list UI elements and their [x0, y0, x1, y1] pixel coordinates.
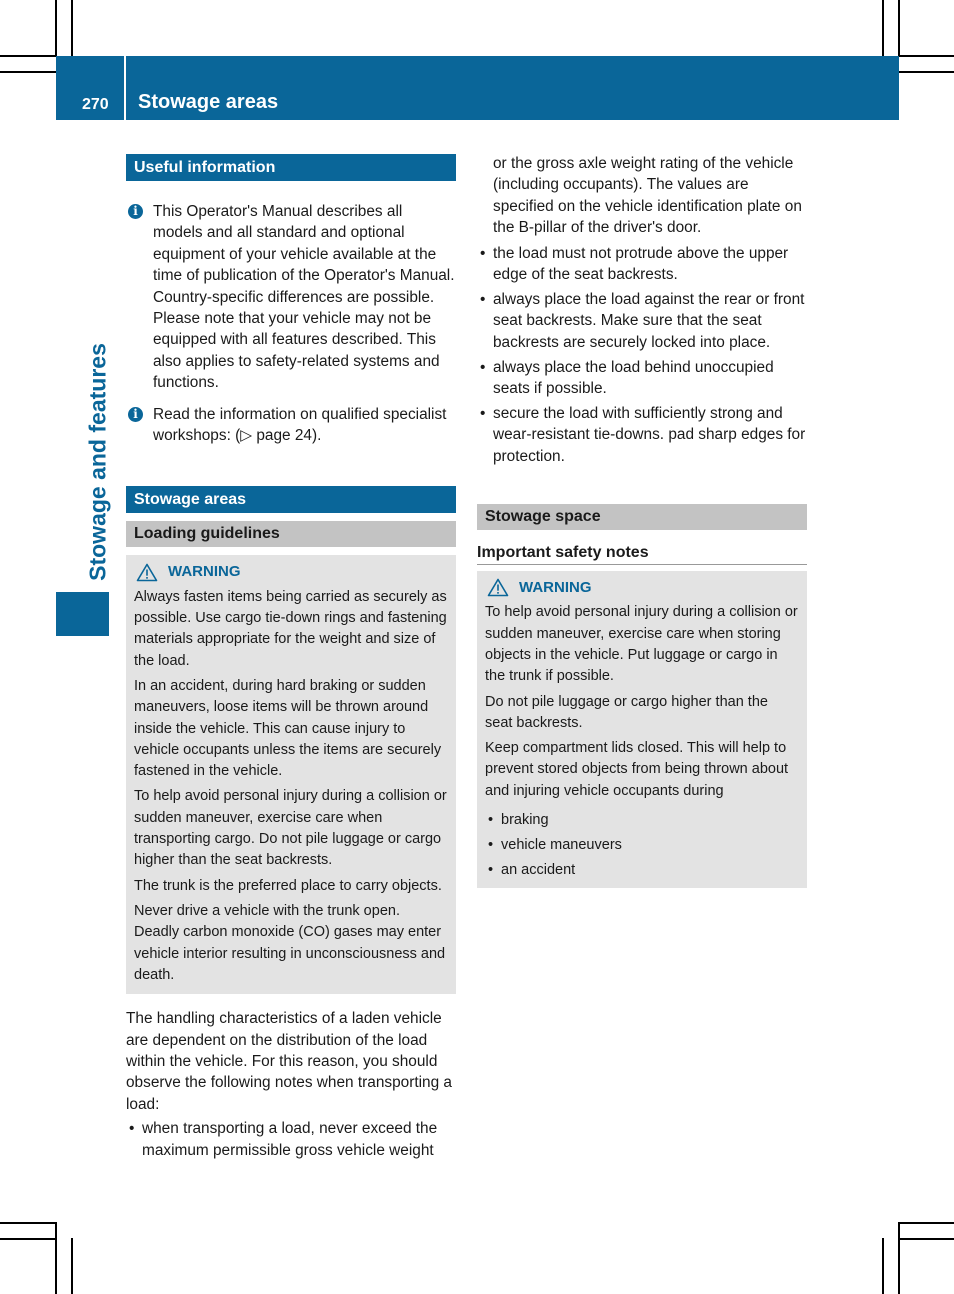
list-item: • when transporting a load, never exceed the maximum permissible gross vehicle weight — [126, 1118, 456, 1161]
warning-label: WARNING — [519, 579, 592, 597]
crop-mark — [882, 1238, 884, 1294]
warning-heading — [134, 561, 448, 582]
list-item: • the load must not protrude above the upper edge of the seat backrests. — [477, 243, 807, 286]
list-item: • secure the load with sufficiently strong and wear-resistant tie-downs. pad sharp edges for protection. — [477, 403, 807, 467]
warning-paragraph: Always fasten items being carried as securely as possible. Use cargo tie-down rings and fastening materials appropriate for the weight and size of the load. — [134, 588, 447, 669]
list-item: • braking — [485, 810, 799, 831]
list-item: • always place the load against the rear or front seat backrests. Make sure that the seat backrests are securely locked into place. — [477, 289, 807, 353]
warning-list — [485, 810, 799, 881]
list-item: • always place the load behind unoccupied seats if possible. — [477, 357, 807, 400]
crop-mark — [71, 1238, 73, 1294]
crop-mark — [55, 1222, 57, 1294]
side-tab-label: Stowage and features — [84, 343, 111, 581]
header-divider — [124, 56, 126, 120]
info-note — [126, 404, 456, 447]
warning-heading — [485, 577, 799, 598]
warning-paragraph: Never drive a vehicle with the trunk open. Deadly carbon monoxide (CO) gases may enter vehicle interior resulting in unconsciousness and death. — [134, 902, 446, 983]
useful-information-heading: Useful information — [126, 154, 456, 181]
crop-mark — [899, 55, 954, 57]
stowage-space-heading: Stowage space — [477, 504, 807, 530]
warning-box — [126, 555, 456, 994]
info-icon: i — [128, 204, 143, 219]
side-tab-marker — [56, 592, 109, 636]
load-notes-list — [126, 1118, 456, 1161]
stowage-areas-heading: Stowage areas — [126, 486, 456, 513]
warning-paragraph: Keep compartment lids closed. This will help to prevent stored objects from being thrown about and injuring vehicle occupants during — [485, 740, 789, 799]
crop-mark — [55, 0, 57, 56]
warning-triangle-icon — [136, 563, 158, 582]
crop-mark — [71, 0, 73, 56]
warning-label: WARNING — [168, 563, 241, 581]
list-item: • vehicle maneuvers — [485, 835, 799, 856]
crop-mark — [882, 0, 884, 56]
crop-mark — [899, 1222, 954, 1224]
crop-mark — [898, 0, 900, 56]
info-note-text: Read the information on qualified specialist workshops: (▷ page 24). — [153, 405, 447, 445]
crop-mark — [0, 55, 56, 57]
warning-paragraph: The trunk is the preferred place to carry objects. — [134, 877, 442, 894]
load-notes-list — [477, 243, 807, 468]
warning-paragraph: Do not pile luggage or cargo higher than the seat backrests. — [485, 693, 768, 731]
right-column — [477, 153, 807, 888]
crop-mark — [899, 1238, 954, 1240]
header-title: Stowage areas — [138, 91, 279, 113]
warning-box — [477, 571, 807, 888]
warning-triangle-icon — [487, 578, 509, 597]
continuation-paragraph: or the gross axle weight rating of the vehicle (including occupants). The values are specified on the vehicle identification plate on the B-pillar of the driver's door. — [493, 155, 802, 237]
crop-mark — [0, 1238, 56, 1240]
loading-guidelines-heading: Loading guidelines — [126, 521, 456, 547]
page-number: 270 — [82, 96, 109, 113]
info-note — [126, 201, 456, 394]
left-column — [126, 154, 456, 1164]
info-icon: i — [128, 407, 143, 422]
warning-paragraph: To help avoid personal injury during a collision or sudden maneuver, exercise care when transporting cargo. Do not pile luggage or cargo higher than the seat backrests. — [134, 788, 447, 869]
crop-mark — [898, 1222, 900, 1294]
crop-mark — [0, 71, 56, 73]
crop-mark — [899, 71, 954, 73]
warning-paragraph: In an accident, during hard braking or sudden maneuvers, loose items will be thrown around inside the vehicle. This can cause injury to vehicle occupants unless the items are securely fastened in the vehicle. — [134, 677, 442, 780]
body-paragraph: The handling characteristics of a laden vehicle are dependent on the distribution of the load within the vehicle. For this reason, you should observe the following notes when transporting a load: — [126, 1010, 452, 1113]
info-note-text: This Operator's Manual describes all models and all standard and optional equipment of your vehicle available at the time of publication of the Operator's Manual. Country-specific differences are possible. Please note that your vehicle may not be equipped with all features described. This also applies to safety-related systems and functions. — [153, 203, 455, 392]
important-safety-notes-heading: Important safety notes — [477, 542, 807, 565]
warning-paragraph: To help avoid personal injury during a collision or sudden maneuver, exercise care when storing objects in the vehicle. Put luggage or cargo in the trunk if possible. — [485, 604, 798, 685]
crop-mark — [0, 1222, 56, 1224]
list-item: • an accident — [485, 860, 799, 881]
